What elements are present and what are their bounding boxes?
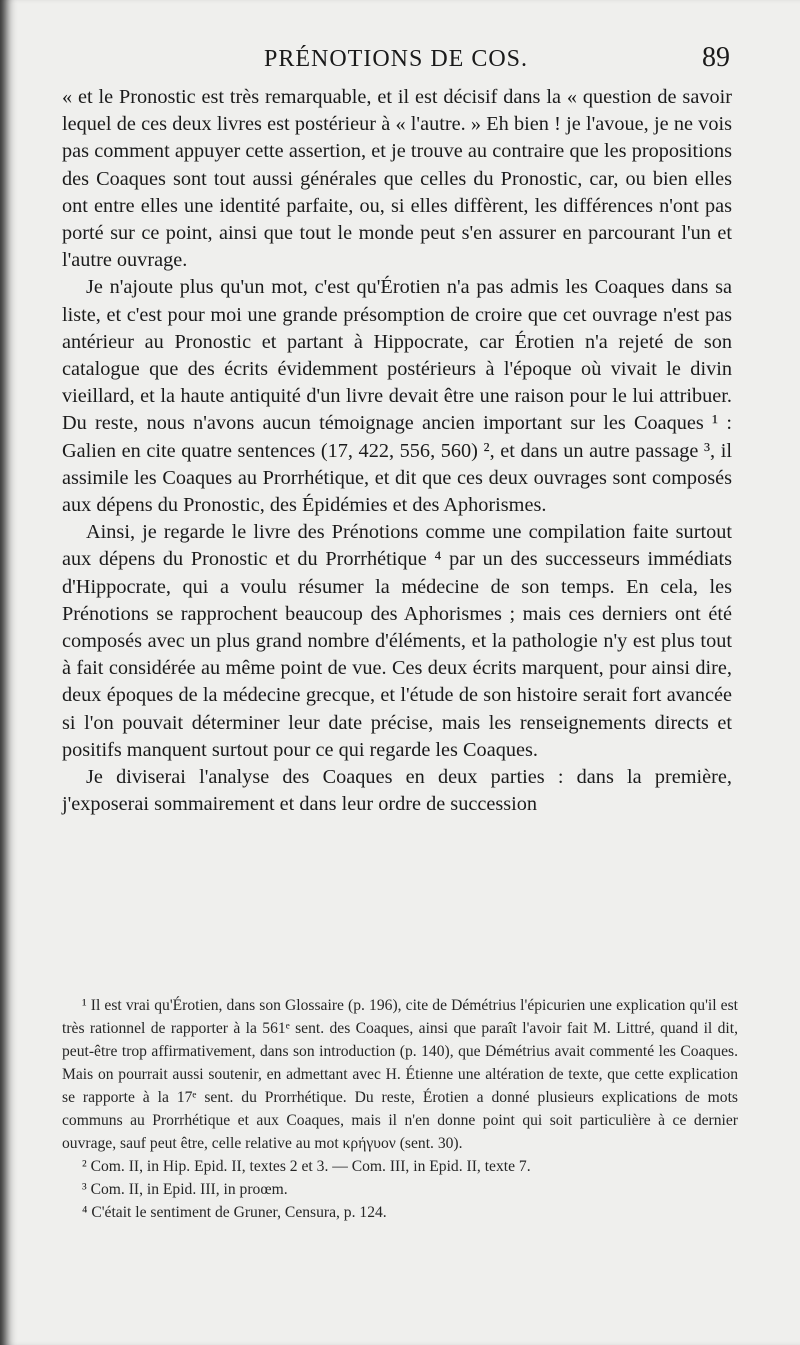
paragraph: « et le Pronostic est très remarquable, et il est décisif dans la « question de savoir lequel de ces deux livres est postérieur à « l'autre. » Eh bien ! je l'avoue, je ne vois pas comment appuyer cette assertion, et je trouve au contraire que les propositions des Coaques sont tout aussi générales que celles du Pronostic, car, ou bien elles ont entre elles une identité parfaite, ou, si elles diffèrent, les différences n'ont pas porté sur ce point, ainsi que tout le monde peut s'en assurer en parcourant l'un et l'autre ouvrage. bbox=[62, 86, 732, 272]
main-text bbox=[62, 84, 732, 818]
running-title: PRÉNOTIONS DE COS. bbox=[263, 46, 529, 72]
page-number: 89 bbox=[702, 42, 730, 73]
footnote: ¹ Il est vrai qu'Érotien, dans son Glossaire (p. 196), cite de Démétrius l'épicurien une explication qu'il est très rationnel de rapporter à la 561ᵉ sent. des Coaques, ainsi que paraît l'avoir fait M. Littré, quand il dit, peut-être trop affirmativement, dans son introduction (p. 140), que Démétrius avait commenté les Coaques. Mais on pourrait aussi soutenir, en admettant avec H. Étienne une altération de texte, que cette explication se rapporte à la 17ᵉ sent. du Prorrhétique. Du reste, Érotien a donné plusieurs explications de mots communs au Prorrhétique et aux Coaques, mais il n'en donne point qui soit particulière à ce dernier ouvrage, sauf peut être, celle relative au mot κρήγυον (sent. 30). bbox=[62, 997, 738, 1152]
footnote: ⁴ C'était le sentiment de Gruner, Censura, p. 124. bbox=[82, 1204, 387, 1221]
paragraph: Ainsi, je regarde le livre des Prénotions comme une compilation faite surtout aux dépens du Pronostic et du Prorrhétique ⁴ par un des successeurs immédiats d'Hippocrate, qui a voulu résumer la médecine de son temps. En cela, les Prénotions se rapprochent beaucoup des Aphorismes ; mais ces derniers ont été composés avec un plus grand nombre d'éléments, et la pathologie n'y est plus tout à fait considérée au même point de vue. Ces deux écrits marquent, pour ainsi dire, deux époques de la médecine grecque, et l'étude de son histoire serait fort avancée si l'on pouvait déterminer leur date précise, mais les renseignements directs et positifs manquent surtout pour ce qui regarde les Coaques. bbox=[62, 521, 732, 761]
page-header bbox=[62, 42, 730, 82]
footnotes bbox=[62, 994, 738, 1224]
footnote: ³ Com. II, in Epid. III, in proœm. bbox=[82, 1181, 288, 1198]
footnote: ² Com. II, in Hip. Epid. II, textes 2 et 3. — Com. III, in Epid. II, texte 7. bbox=[82, 1158, 531, 1175]
paragraph: Je n'ajoute plus qu'un mot, c'est qu'Érotien n'a pas admis les Coaques dans sa liste, et c'est pour moi une grande présomption de croire que cet ouvrage n'est pas antérieur au Pronostic et partant à Hippocrate, car Érotien n'a rejeté de son catalogue que des écrits évidemment postérieurs à l'époque où vivait le divin vieillard, et la haute antiquité d'un livre devait être une raison pour le lui attribuer. Du reste, nous n'avons aucun témoignage ancien important sur les Coaques ¹ : Galien en cite quatre sentences (17, 422, 556, 560) ², et dans un autre passage ³, il assimile les Coaques au Prorrhétique, et dit que ces deux ouvrages sont composés aux dépens du Pronostic, des Épidémies et des Aphorismes. bbox=[62, 276, 732, 517]
paragraph: Je diviserai l'analyse des Coaques en deux parties : dans la première, j'exposerai sommairement et dans leur ordre de succession bbox=[62, 766, 732, 816]
